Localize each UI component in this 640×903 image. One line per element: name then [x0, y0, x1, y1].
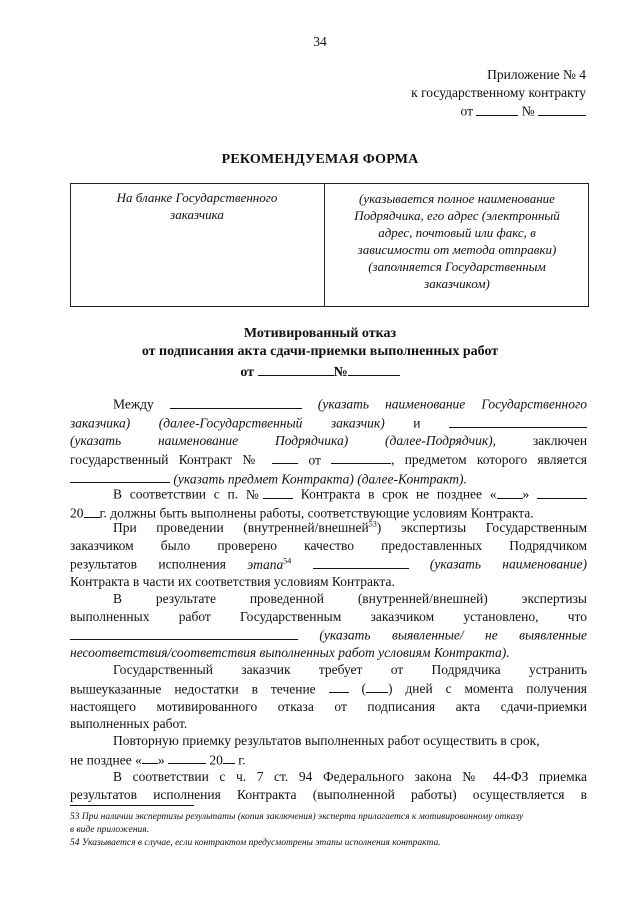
right-cell-line: (заполняется Государственным [368, 259, 546, 274]
appendix-header [411, 66, 586, 120]
text-line: не позднее « » 20 г. [70, 750, 587, 769]
text-line: Контракта в части их соответствия условиям Контракта. [70, 574, 395, 590]
text-line: выполненных работ. [70, 716, 188, 732]
header-cell-left [77, 190, 317, 223]
header-table [70, 183, 589, 307]
paragraph-requirement [70, 661, 587, 733]
text-line: результатов исполнения Контракта (выполненной работы) осуществляется в [70, 786, 587, 802]
paragraph-expertise [70, 519, 587, 591]
text-line: В результате проведенной (внутренней/внешней) экспертизы [113, 591, 587, 606]
title-line-3: от № [0, 361, 640, 382]
text-line: выполненных работ Государственным заказчиком установлено, что [70, 608, 587, 624]
form-title: РЕКОМЕНДУЕМАЯ ФОРМА [221, 152, 419, 167]
footnote-54: 54 Указывается в случае, если контрактом предусмотрены этапы исполнения контракта. [70, 838, 441, 848]
right-cell-line: зависимости от метода отправки) [357, 242, 557, 257]
text-line: заказчиком было проверено качество предоставленных Подрядчиком [70, 537, 587, 553]
text-line: (указать предмет Контракта) (далее-Контракт). [70, 469, 587, 488]
text-line: результатов исполнения этапа$^{54}$ (указать наименование) [70, 556, 588, 572]
appendix-line-2: к государственному контракту [411, 84, 586, 100]
right-cell-line: заказчиком) [424, 276, 490, 291]
text-line: В соответствии с ч. 7 ст. 94 Федерального закона № 44-ФЗ приемка [113, 769, 587, 784]
text-line: государственный Контракт № от , предметом которого является [70, 450, 587, 469]
paragraph-reacceptance [70, 732, 587, 769]
text-line: (указать наименование Подрядчика) (далее-Подрядчик), заключен [70, 433, 588, 449]
left-cell-line: заказчика [170, 206, 224, 222]
appendix-line-1: Приложение № 4 [487, 67, 586, 82]
text-line: Повторную приемку результатов выполненных работ осуществить в срок, [113, 733, 540, 748]
text-line: При проведении (внутренней/внешней$^{53}$) экспертизы Государственным [113, 519, 587, 535]
text-line: вышеуказанные недостатки в течение ( ) дней с момента получения [70, 679, 587, 698]
footnote-rule [70, 805, 194, 806]
paragraph-law-reference [70, 768, 587, 803]
page-number: 34 [313, 34, 327, 49]
text-line: заказчика) (далее-Государственный заказчик) и [70, 413, 587, 432]
text-line: настоящего мотивированного отказа от подписания акта сдачи-приемки [70, 698, 587, 714]
text-line: 20 г. должны быть выполнены работы, соответствующие условиям Контракта. [70, 503, 587, 522]
footnote-53: 53 При наличии экспертизы результаты (копия заключения) эксперта прилагается к мотивированному отказу [70, 812, 524, 822]
paragraph-deadline [70, 484, 587, 522]
appendix-line-3: от № [411, 101, 586, 120]
right-cell-line: адрес, почтовый или факс, в [378, 225, 536, 240]
footnotes [70, 811, 590, 850]
paragraph-parties [70, 394, 587, 488]
text-line: В соответствии с п. № Контракта в срок не позднее « » [70, 484, 587, 503]
title-line-1: Мотивированный отказ [243, 326, 397, 341]
document-title [0, 325, 640, 382]
table-divider [324, 184, 325, 306]
header-cell-right [331, 190, 583, 292]
text-line: Между (указать наименование Государственного [70, 394, 587, 413]
footnote-53-continued: в виде приложения. [70, 825, 150, 835]
left-cell-line: На бланке Государственного [116, 190, 278, 205]
text-line: (указать выявленные/ не выявленные [70, 625, 587, 644]
title-line-2: от подписания акта сдачи-приемки выполненных работ [141, 344, 499, 359]
text-line: Государственный заказчик требует от Подрядчика устранить [113, 662, 587, 677]
text-line: несоответствия/соответствия выполненных работ условиям Контракта). [70, 645, 510, 661]
paragraph-result [70, 590, 587, 662]
right-cell-line: Подрядчика, его адрес (электронный [354, 208, 560, 223]
right-cell-line: (указывается полное наименование [359, 191, 555, 206]
